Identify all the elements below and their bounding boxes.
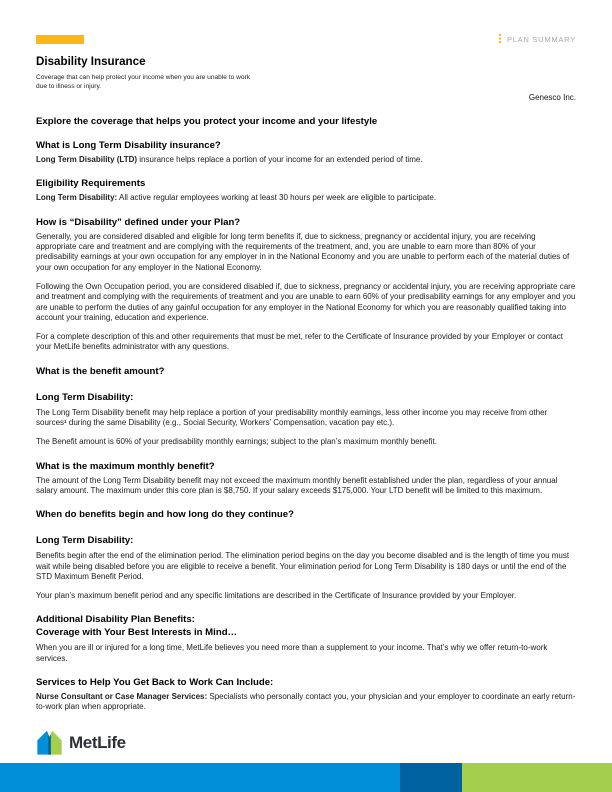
subtitle-line-2: due to illness or injury. — [36, 82, 102, 90]
section-heading-max-monthly: What is the maximum monthly benefit? — [36, 460, 215, 472]
bold-lead: Long Term Disability (LTD) — [36, 155, 138, 165]
section-heading-what-is-ltd: What is Long Term Disability insurance? — [36, 140, 221, 152]
definition-paragraph-2: Following the Own Occupation period, you are considered disabled if, due to sickness, pregnancy or accidental injury, you are receiving appropriate care and treatment and complying with the requirements of treatment and you are unable to earn 60% of your predisability earnings for any employer and you are unable to perform the duties of any gainful occupation for any employer in the National Economy for which you are reasonably qualified taking into account your training, education and experience. — [36, 281, 576, 322]
metlife-m-icon — [36, 729, 63, 756]
paragraph-what-is-ltd — [36, 155, 576, 165]
footer-bar-dark-blue — [400, 763, 462, 792]
services-paragraph — [36, 692, 576, 713]
section-heading-definition: How is “Disability” defined under your Plan? — [36, 216, 241, 228]
paragraph-text: Specialists who personally contact you, your physician and your employer to coordinate an early return-to-work plan when appropriate. — [36, 691, 576, 712]
yellow-accent-bar — [36, 35, 84, 44]
benefits-begin-paragraph-2: Your plan’s maximum benefit period and any specific limitations are described in the Certificate of Insurance provided by your Employer. — [36, 591, 517, 601]
additional-heading-line-1: Additional Disability Plan Benefits: — [36, 614, 195, 626]
additional-benefits-paragraph: When you are ill or injured for a long time, MetLife believes you need more than a supplement to your income. That’s why we offer return-to-work services. — [36, 643, 548, 663]
metlife-logo — [36, 729, 126, 756]
definition-paragraph-1: Generally, you are considered disabled and eligible for long term benefits if, due to sickness, pregnancy or accidental injury, you are receiving appropriate care and treatment and are complying with the requirements of the treatment, and, you are unable to earn more than 80% of your predisability earnings at your own occupation for any employer in in the National Economy and you are unable to perform each of the material duties of your own occupation for any employer in the National Economy. — [36, 231, 570, 272]
subheading-ltd-benefit: Long Term Disability: — [36, 391, 134, 403]
plan-summary-label: PLAN SUMMARY — [506, 34, 576, 44]
section-heading-eligibility: Eligibility Requirements — [36, 178, 146, 190]
section-heading-benefit-amount: What is the benefit amount? — [36, 365, 165, 377]
paragraph-eligibility — [36, 193, 576, 203]
page-subtitle — [36, 74, 576, 91]
benefits-begin-paragraph-1: Benefits begin after the end of the elimination period. The elimination period begins on the day you become disabled and is the length of time you must wait while being disabled before you are eligible to receive a benefit. Your elimination period for Long Term Disability is 180 days or until the end of the STD Maximum Benefit Period. — [36, 551, 570, 581]
page-title: Disability Insurance — [36, 55, 146, 68]
company-name: Genesco Inc. — [528, 93, 576, 103]
metlife-logo-text: MetLife — [69, 732, 126, 752]
footer-bar-green — [462, 763, 612, 792]
dashed-accent-icon — [499, 34, 501, 44]
footer-color-bars — [0, 763, 612, 792]
section-heading-additional-benefits — [36, 614, 576, 639]
benefit-amount-paragraph-1: The Long Term Disability benefit may help replace a portion of your predisability monthly earnings, less other income you may receive from other sources¹ during the same Disability (e.g., Social Security, Workers’ Compensation, vacation pay etc.). — [36, 407, 548, 428]
benefit-amount-paragraph-2: The Benefit amount is 60% of your predisability monthly earnings; subject to the plan’s maximum monthly benefit. — [36, 437, 437, 447]
bold-lead: Nurse Consultant or Case Manager Services: — [36, 691, 208, 701]
bold-lead: Long Term Disability: — [36, 193, 118, 203]
intro-heading: Explore the coverage that helps you protect your income and your lifestyle — [36, 116, 378, 128]
page-content — [36, 34, 576, 712]
section-heading-services: Services to Help You Get Back to Work Can Include: — [36, 676, 274, 688]
plan-summary-tag — [499, 34, 576, 44]
footer-bar-blue — [0, 763, 400, 792]
max-monthly-paragraph: The amount of the Long Term Disability benefit may not exceed the maximum monthly benefit established under the plan, regardless of your annual salary amount. The maximum under this core plan is $8,750. If your salary exceeds $175,000. Your LTD benefit will be limited to this maximum. — [36, 475, 558, 495]
subtitle-line-1: Coverage that can help protect your income when you are unable to work — [36, 74, 251, 81]
section-heading-benefits-begin: When do benefits begin and how long do they continue? — [36, 509, 294, 521]
page-header-row — [36, 34, 576, 46]
definition-paragraph-3: For a complete description of this and other requirements that must be met, refer to the Certificate of Insurance provided by your Employer or contact your MetLife benefits administrator with any questions. — [36, 332, 563, 352]
subheading-ltd-begin: Long Term Disability: — [36, 535, 134, 547]
additional-heading-line-2: Coverage with Your Best Interests in Mind… — [36, 626, 238, 638]
paragraph-text: insurance helps replace a portion of your income for an extended period of time. — [137, 155, 423, 165]
paragraph-text: All active regular employees working at least 30 hours per week are eligible to participate. — [117, 193, 437, 203]
